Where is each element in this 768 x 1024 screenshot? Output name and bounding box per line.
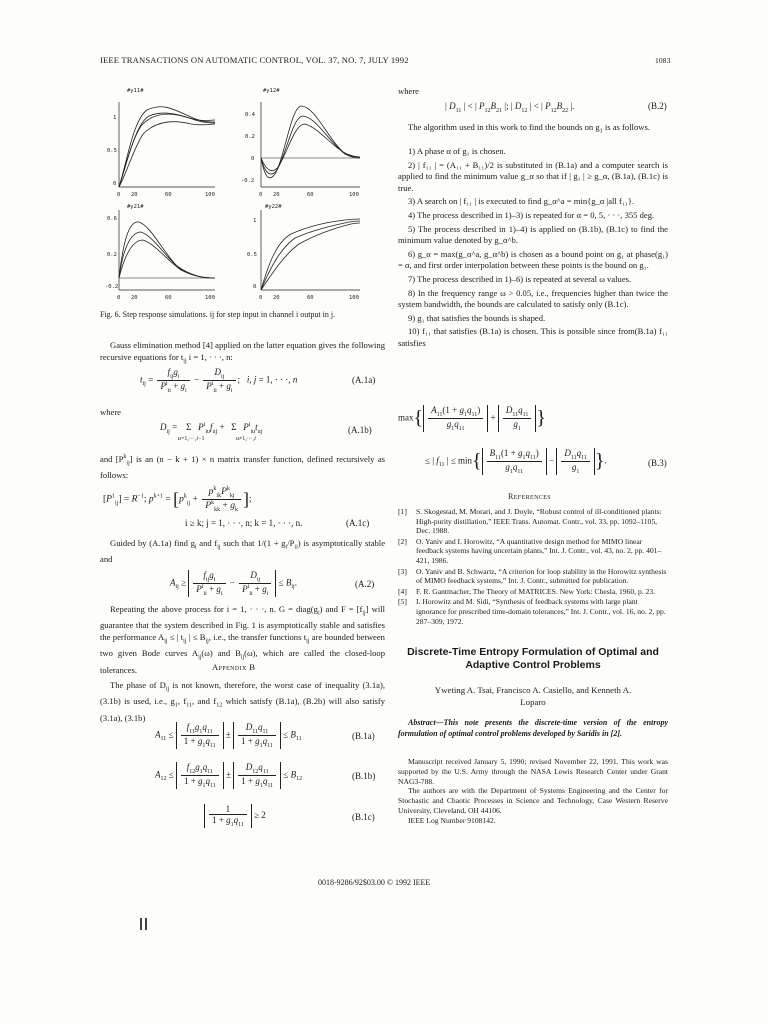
plot-y11-ytick-1: 1 — [113, 115, 117, 121]
reference-item: [5] I. Horowitz and M. Sidi, “Synthesis of feedback systems with large plant ignorance for prescribed time-domain tolerances,” Int. J. Contr., vol. 16, no. 2, pp. 287–309, 1972. — [398, 597, 666, 626]
plot-y22-xtick-1: 0 — [259, 295, 263, 301]
references-heading: References — [508, 492, 552, 501]
where-label-left: where — [100, 407, 121, 417]
eqnum-A1a: (A.1a) — [352, 375, 376, 385]
reference-item: [1] S. Skogestad, M. Morari, and J. Doyle, “Robust control of ill-conditioned plants: High-purity distillation,” IEEE Trans. Automat. Contr., vol. 33, pp. 1092–1105, Dec. 1988. — [398, 507, 662, 536]
left-column-para-5: The phase of $D_{ij}$ is not known, therefore, the worst case of inequality (3.1a), (3.1b) is used, i.e., $g_1$, $f_{11}$, and $f_{12}$ which satisfy (B.1a), (B.2b) will also satisfy (3.1a), (3.1b) — [100, 680, 385, 723]
equation-A1b-limits: u=1,···,i−1 u≠1,···,i — [178, 436, 256, 442]
plot-y21-ytick-1: 0.6 — [107, 216, 117, 222]
plot-y21 — [105, 204, 215, 301]
plot-y22-title: #y22# — [265, 204, 282, 210]
footnote-affiliation: The authors are with the Department of Systems Engineering and the Center for Stochastic and Chaotic Processes in Science and Technology, Case Western Reserve University, Cleveland, OH 44106. — [398, 786, 668, 815]
step-response-figure — [105, 82, 380, 307]
left-column-para-3: Guided by (A.1a) find $g_i$ and $f_{ij}$ such that $1/(1 + g_i/P_{ii})$ is asymptotically stable and — [100, 538, 386, 565]
plot-y12-xtick-1: 0 — [259, 192, 263, 198]
eqnum-B1b: (B.1b) — [352, 771, 376, 781]
equation-A1c-conditions: i ≥ k; j = 1, · · ·, n; k = 1, · · ·, n. — [185, 518, 303, 528]
plot-y12-xtick-2: 20 — [273, 192, 280, 198]
eqnum-A1b: (A.1b) — [348, 425, 372, 435]
plot-y21-ytick-2: 0.2 — [107, 252, 117, 258]
plot-y22-xtick-4: 100 — [349, 295, 359, 301]
algorithm-step-8: 8) In the frequency range ω > 0.05, i.e., frequencies higher than twice the system bandwidth, the bounds are calculated to satisfy only (B.1c). — [398, 287, 668, 310]
where-label-right: where — [398, 86, 419, 96]
plot-y12-ytick-2: 0.2 — [245, 134, 255, 140]
equation-B3-line2: ≤ | $f_{11}$ | ≤ min{ $\frac{B_{11}(1 + g_1q_{11})}{g_1q_{11}}$ − $\frac{D_{11}q_{11}}{g_1}$ }. — [425, 448, 607, 475]
plot-y22-ytick-3: 0 — [253, 284, 257, 290]
references-list — [398, 507, 668, 627]
equation-B2: | $D_{11}$ | < | $P_{12}B_{21}$ |; | $D_{12}$ | < | $P_{12}B_{22}$ |. — [445, 101, 575, 114]
plot-y21-xtick-2: 20 — [131, 295, 138, 301]
plot-y11 — [107, 88, 215, 198]
eqnum-B1a: (B.1a) — [352, 731, 375, 741]
algorithm-step-9: 9) g₁ that satisfies the bounds is shaped. — [408, 312, 546, 323]
equation-B1b: $A_{12}$ ≤ $\frac{f_{12}g_1q_{11}}{1 + g_1q_{11}}$ ± $\frac{D_{12}q_{11}}{1 + g_1q_{11}}$ ≤ $B_{12}$ — [155, 762, 303, 789]
plot-y12-ytick-1: 0.4 — [245, 112, 255, 118]
reference-item: [3] O. Yaniv and B. Schwartz, “A criterion for loop stability in the Horowitz synthesis of MIMO feedback systems,” Int. J. Contr., submitted for publication. — [398, 566, 667, 586]
equation-B1c: $\frac{1}{1 + g_1q_{11}}$ ≥ 2 — [204, 804, 266, 828]
equation-B1a: $A_{11}$ ≤ $\frac{f_{11}g_1q_{11}}{1 + g_1q_{11}}$ ± $\frac{D_{11}q_{11}}{1 + g_1q_{11}}$ ≤ $B_{11}$ — [155, 722, 302, 749]
running-header: IEEE TRANSACTIONS ON AUTOMATIC CONTROL, VOL. 37, NO. 7, JULY 1992 — [100, 55, 409, 65]
eqnum-A1c: (A.1c) — [346, 518, 370, 528]
plot-y21-title: #y21# — [127, 204, 144, 210]
plot-y12-title: #y12# — [263, 88, 280, 94]
plot-y12-ytick-3: 0 — [251, 156, 255, 162]
equation-A1c: $[P^1_{ij}] = R^{-1}$; $p^{k+1} = [p^k_{ij}$ + $\frac{p^k_{ik}P^k_{kj}}{P^k_{kk} + g_k}$ ]; — [103, 486, 252, 514]
algorithm-step-4: 4) The process described in 1)–3) is repeated for α = 0, 5, · · ·, 355 deg. — [408, 209, 655, 220]
article-abstract: Abstract—This note presents the discrete-time version of the entropy formulation of optimal control problems developed by Saridis in [2]. — [398, 718, 668, 738]
algorithm-step-10: 10) f₁₁ that satisfies (B.1a) is chosen. This is possible since from(B.1a) f₁₁ satisfies — [398, 326, 668, 348]
equation-A1b: $D_{ij}$ = Σ $P^i_{iu}f_{uj} + \Sigma$ $P^i_{iu}t_{uj}$ — [160, 422, 263, 435]
plot-y12 — [241, 88, 360, 198]
plot-y22-xtick-2: 20 — [273, 295, 280, 301]
reference-item: [2] O. Yaniv and I. Horowitz, “A quantitative design method for MIMO linear feedback systems having uncertain plants,” Int. J. Contr., vol. 43, no. 2, pp. 401–421, 1986. — [398, 536, 662, 565]
plot-y22-xtick-3: 60 — [307, 295, 314, 301]
plot-y11-xtick-4: 100 — [205, 192, 215, 198]
algorithm-step-7: 7) The process described in 1)–6) is repeated at several ω values. — [408, 273, 632, 284]
footnote-manuscript: Manuscript received January 5, 1990; revised November 22, 1991. This work was supported by the U.S. Army through the NASA Lewis Research Center under Grant NAG3-788. — [398, 757, 668, 786]
plot-y21-xtick-1: 0 — [117, 295, 121, 301]
right-column-para-1: The algorithm used in this work to find the bounds on $g_1$ is as follows. — [408, 122, 650, 135]
plot-y22-ytick-2: 0.5 — [247, 252, 257, 258]
plot-y11-ytick-3: 0 — [113, 181, 117, 187]
plot-y11-title: #y11# — [127, 88, 144, 94]
algorithm-step-6: 6) g_α = max(g_α^a, g_α^b) is chosen as a bound point on g₁ at phase(g₁) = α, and first order interpolation between these points is the bound on g₁. — [398, 248, 668, 271]
plot-y21-xtick-3: 60 — [165, 295, 172, 301]
algorithm-step-1: 1) A phase α of g₁ is chosen. — [408, 146, 506, 156]
equation-A2: $A_{ij}$ ≥ $\frac{f_{ij}g_i}{P^i_{ii} + g_i}$ − $\frac{D_{ij}}{P^i_{ii} + g_i}$ ≤ $B_{ij}$. — [170, 570, 297, 597]
appendix-b-heading: Appendix B — [212, 662, 256, 672]
plot-y12-ytick-4: -0.2 — [241, 178, 255, 184]
left-column-para-2: and $[P^k_{ij}]$ is an (n − k + 1) × n matrix transfer function, defined recursively as follows: — [100, 453, 385, 481]
scan-mark — [145, 918, 147, 930]
plot-y12-xtick-3: 60 — [307, 192, 314, 198]
footnote-log-number: IEEE Log Number 9108142. — [408, 815, 496, 825]
article-footnotes — [398, 757, 668, 826]
algorithm-step-2: 2) | f₁₁ | = (A₁₁ + B₁₁)/2 is substituted in (B.1a) and a computer search is applied to find the minimum value g_α so that if | g₁ | ≥ g_α, (B.1a), (B.1c) is true. — [398, 159, 668, 193]
plot-y22 — [247, 204, 360, 301]
eqnum-B3: (B.3) — [648, 458, 667, 468]
left-column-para-4: Repeating the above process for i = 1, · · ·, n. $G = diag(g_i)$ and $F = [f_{ij}]$ will guarantee that the system described in Fig. 1 is asymptotically stable and satisfies the performance $A_{ij}$ ≤ | $t_{ij}$ | ≤ $B_{ij}$, i.e., the transfer functions $t_{ij}$ are bounded between two given Bode curves $A_{ij}(\omega)$ and $B_{ij}(\omega)$, which are called the closed-loop tolerances. — [100, 604, 385, 675]
plot-y21-ytick-3: -0.2 — [105, 284, 119, 290]
plot-y11-xtick-1: 0 — [117, 192, 121, 198]
eqnum-B2: (B.2) — [648, 101, 667, 111]
eqnum-A2: (A.2) — [355, 579, 375, 589]
plot-y11-xtick-2: 20 — [131, 192, 138, 198]
algorithm-steps — [398, 146, 668, 352]
scan-mark — [140, 918, 142, 930]
reference-item: [4] F. R. Gantmacher, The Theory of MATRICES. New York: Chesla, 1960, p. 23. — [398, 586, 656, 596]
plot-y12-xtick-4: 100 — [349, 192, 359, 198]
footer-copyright: 0018-9286/92$03.00 © 1992 IEEE — [318, 878, 431, 887]
figure-caption: Fig. 6. Step response simulations. ij for step input in channel i output in j. — [100, 310, 336, 319]
plot-y11-xtick-3: 60 — [165, 192, 172, 198]
left-column-para-1: Gauss elimination method [4] applied on the latter equation gives the following recursive equations for $t_{ij}$ i = 1, · · ·, n: — [100, 340, 385, 365]
article-authors: Yweting A. Tsai, Francisco A. Casiello, and Kenneth A. Loparo — [434, 685, 632, 707]
algorithm-step-3: 3) A search on | f₁₁ | is executed to find g_α^a = min{g_α |all f₁₁}. — [408, 196, 635, 207]
plot-y22-ytick-1: 1 — [253, 218, 257, 224]
equation-A1a: $t_{ij}$ = $\frac{f_{ij}g_i}{P^i_{ii} + g_i}$ − $\frac{D_{ij}}{P^i_{ii} + g_i}$ ; i, j = 1, · · ·, n — [140, 367, 298, 394]
plot-y11-ytick-2: 0.5 — [107, 148, 117, 154]
article-title: Discrete-Time Entropy Formulation of Optimal and Adaptive Control Problems — [407, 646, 659, 671]
plot-y21-xtick-4: 100 — [205, 295, 215, 301]
equation-B3-line1: max{ $\frac{A_{11}(1 + g_1q_{11})}{g_1q_{11}}$ + $\frac{D_{11}q_{11}}{g_1}$ } — [398, 405, 546, 432]
algorithm-step-5: 5) The process described in 1)–4) is applied on (B.1b), (B.1c) to find the minimum value denoted by g_α^b. — [398, 223, 668, 246]
eqnum-B1c: (B.1c) — [352, 812, 375, 822]
page-number: 1083 — [655, 56, 671, 65]
